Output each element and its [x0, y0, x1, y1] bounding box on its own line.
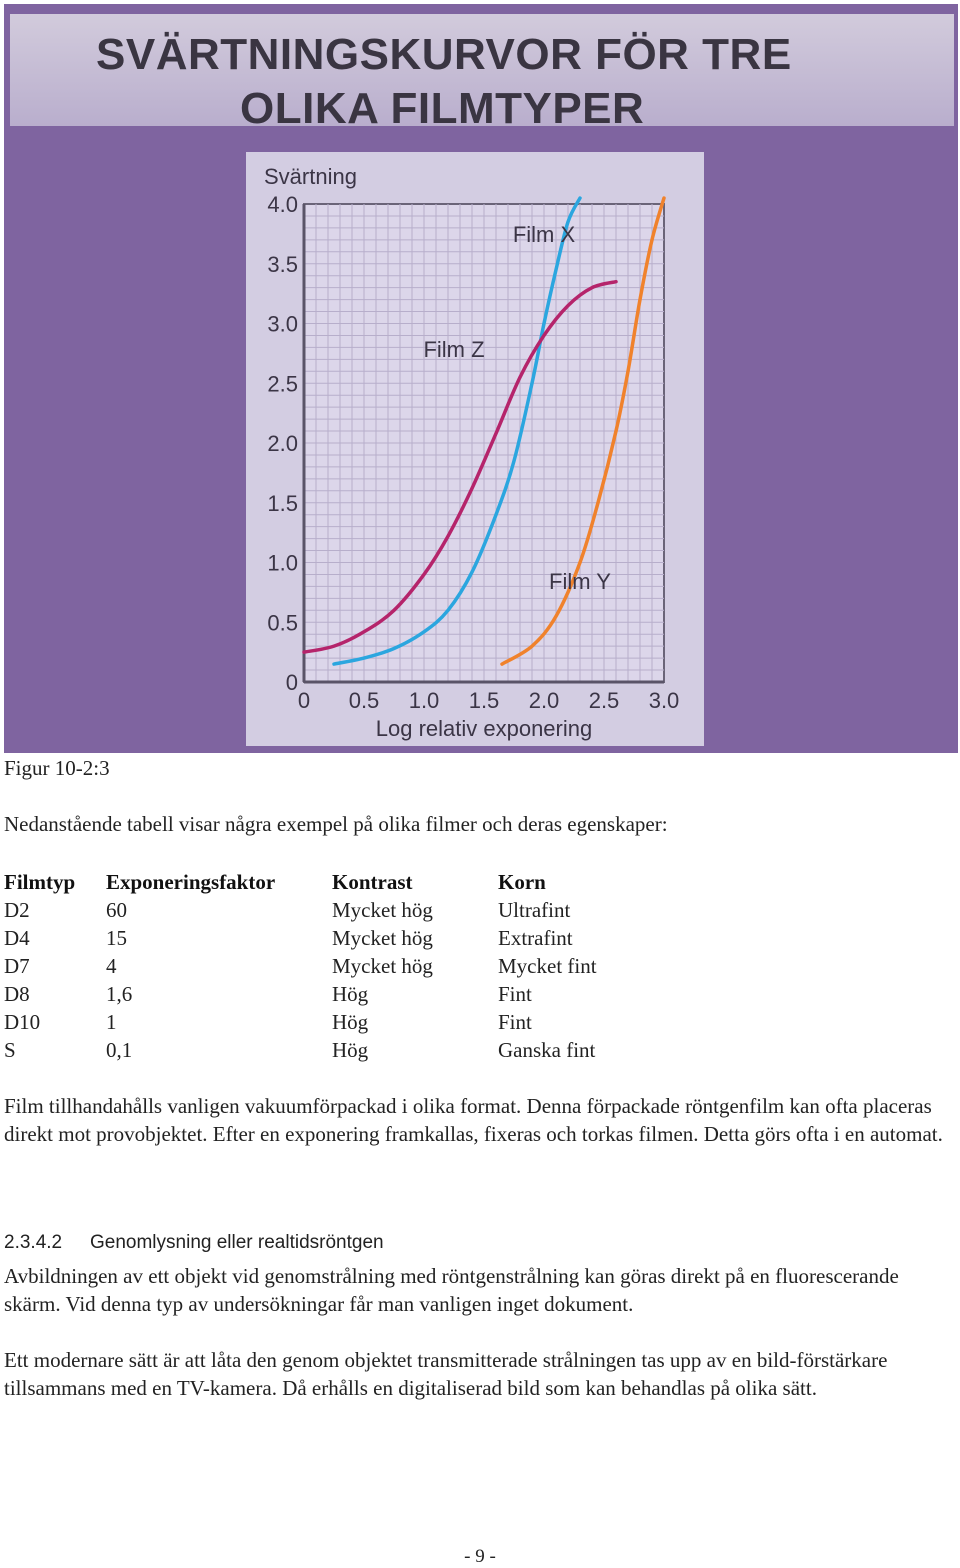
- figure-title-band: [10, 14, 954, 133]
- y-tick-label: 2.0: [267, 431, 298, 456]
- x-tick-label: 3.0: [648, 688, 680, 713]
- y-tick-label: 1.0: [267, 550, 298, 576]
- x-tick-label: 1.5: [468, 688, 500, 713]
- y-tick-label: 2.5: [267, 371, 298, 397]
- cell-filmtyp: D7: [4, 954, 30, 978]
- cell-exponeringsfaktor: 0,1: [106, 1038, 133, 1062]
- cell-filmtyp: D2: [4, 898, 30, 922]
- cell-korn: Extrafint: [498, 926, 573, 950]
- x-tick-label: 2.5: [588, 688, 620, 713]
- y-tick-label: 3.5: [267, 251, 298, 277]
- table-row: [4, 896, 698, 924]
- paragraph-film-packaging: Film tillhandahålls vanligen vakuumförpackad i olika format. Denna förpackade röntgenfilm kan ofta placeras direkt mot provobjektet. Efter en exponering framkallas, fixeras och torkas filmen. Detta görs ofta i en automat.: [4, 1094, 943, 1146]
- x-axis-label: Log relativ exponering: [375, 716, 593, 741]
- cell-exponeringsfaktor: 60: [106, 898, 127, 922]
- header-filmtyp: Filmtyp: [4, 870, 76, 894]
- curve-label-film-x: Film X: [512, 222, 576, 248]
- cell-filmtyp: D10: [4, 1010, 41, 1034]
- page-number: - 9 -: [464, 1546, 496, 1567]
- cell-korn: Mycket fint: [498, 954, 597, 978]
- figure: [4, 4, 958, 753]
- y-tick-label: 0: [285, 670, 298, 695]
- chart-panel: [246, 152, 704, 746]
- table-row: [4, 924, 698, 952]
- table-row: [4, 1036, 698, 1064]
- figure-caption: Figur 10-2:3: [4, 756, 110, 780]
- header-korn: Korn: [498, 870, 546, 894]
- section-title: Genomlysning eller realtidsröntgen: [90, 1232, 384, 1253]
- cell-korn: Fint: [498, 1010, 532, 1034]
- header-kontrast: Kontrast: [332, 870, 413, 894]
- y-tick-label: 4.0: [267, 192, 298, 217]
- cell-exponeringsfaktor: 1,6: [106, 982, 133, 1006]
- figure-title-line-1: SVÄRTNINGSKURVOR FÖR TRE: [96, 30, 792, 79]
- density-curve-chart: [246, 152, 704, 746]
- x-tick-label: 0: [297, 688, 311, 713]
- cell-kontrast: Hög: [332, 1010, 369, 1034]
- y-tick-label: 3.0: [267, 311, 298, 337]
- cell-exponeringsfaktor: 15: [106, 926, 127, 950]
- table-intro: Nedanstående tabell visar några exempel på olika filmer och deras egenskaper:: [4, 812, 668, 836]
- cell-exponeringsfaktor: 1: [106, 1010, 117, 1034]
- y-tick-label: 1.5: [267, 490, 298, 516]
- table-row: [4, 1008, 698, 1036]
- x-tick-label: 2.0: [528, 688, 560, 713]
- film-table: [4, 868, 698, 1064]
- section-heading: [4, 1232, 384, 1254]
- x-tick-label: 0.5: [348, 688, 380, 713]
- curve-label-film-y: Film Y: [549, 568, 611, 594]
- cell-exponeringsfaktor: 4: [106, 954, 117, 978]
- cell-korn: Ultrafint: [498, 898, 571, 922]
- cell-filmtyp: S: [4, 1038, 16, 1062]
- y-tick-label: 0.5: [267, 610, 298, 636]
- section-number: 2.3.4.2: [4, 1232, 63, 1253]
- cell-korn: Fint: [498, 982, 532, 1006]
- table-row: [4, 952, 698, 980]
- cell-kontrast: Mycket hög: [332, 954, 433, 978]
- cell-kontrast: Hög: [332, 982, 369, 1006]
- cell-filmtyp: D4: [4, 926, 30, 950]
- cell-kontrast: Mycket hög: [332, 898, 433, 922]
- paragraph-fluorescent-screen: Avbildningen av ett objekt vid genomstrålning med röntgenstrålning kan göras direkt på en fluorescerande skärm. Vid denna typ av undersökningar får man vanligen inget dokument.: [4, 1264, 899, 1316]
- curve-label-film-z: Film Z: [423, 336, 485, 362]
- table-row: [4, 980, 698, 1008]
- cell-korn: Ganska fint: [498, 1038, 596, 1062]
- paragraph-image-intensifier: Ett modernare sätt är att låta den genom objektet transmitterade strålningen tas upp av en bild-förstärkare tillsammans med en TV-kamera. Då erhålls en digitaliserad bild som kan behandlas på olika sätt.: [4, 1348, 888, 1400]
- table-header-row: [4, 868, 698, 896]
- cell-filmtyp: D8: [4, 982, 30, 1006]
- cell-kontrast: Mycket hög: [332, 926, 433, 950]
- x-tick-label: 1.0: [408, 688, 440, 713]
- y-axis-label: Svärtning: [264, 164, 357, 189]
- figure-title-line-2: OLIKA FILMTYPER: [240, 84, 645, 133]
- cell-kontrast: Hög: [332, 1038, 369, 1062]
- header-exponeringsfaktor: Exponeringsfaktor: [106, 870, 276, 894]
